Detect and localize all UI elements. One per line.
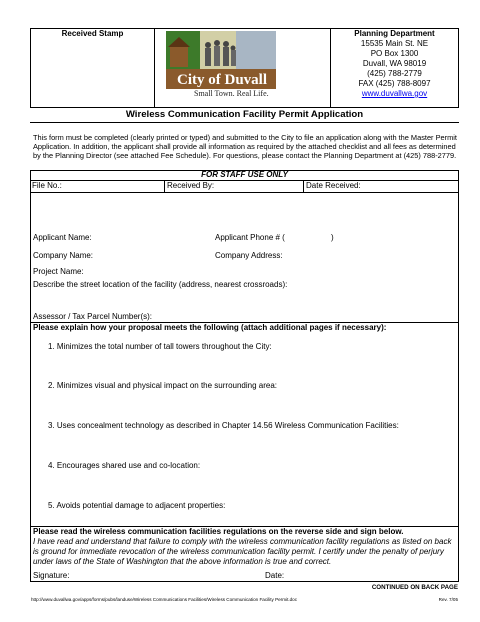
explain-item[interactable]: 1. Minimizes the total number of tall towers throughout the City: xyxy=(48,342,272,351)
date-field[interactable]: Date: xyxy=(265,571,285,580)
form-title: Wireless Communication Facility Permit Application xyxy=(125,109,364,120)
dept-address-line: PO Box 1300 xyxy=(370,49,419,58)
file-no-field[interactable]: File No.: xyxy=(32,181,62,190)
logo-text: City of Duvall xyxy=(177,72,267,88)
explain-item[interactable]: 2. Minimizes visual and physical impact on the surrounding area: xyxy=(48,381,278,390)
received-by-field[interactable]: Received By: xyxy=(167,181,215,190)
applicant-phone-field[interactable]: Applicant Phone # ( xyxy=(215,233,285,242)
website-link[interactable]: www.duvallwa.gov xyxy=(361,89,428,98)
signature-field[interactable]: Signature: xyxy=(33,571,70,580)
explain-item[interactable]: 5. Avoids potential damage to adjacent properties: xyxy=(48,501,226,510)
dept-address-line: 15535 Main St. NE xyxy=(360,39,429,48)
explain-item[interactable]: 3. Uses concealment technology as described in Chapter 14.56 Wireless Communication Facilities: xyxy=(48,421,399,430)
dept-contact xyxy=(331,29,458,99)
dept-address-line: Duvall, WA 98019 xyxy=(362,59,427,68)
form-box xyxy=(30,170,459,582)
sign-heading: Please read the wireless communication facilities regulations on the reverse side and sign below. xyxy=(33,527,404,536)
staff-use-heading: FOR STAFF USE ONLY xyxy=(201,170,288,179)
company-name-field[interactable]: Company Name: xyxy=(33,251,94,260)
phone-close-paren: ) xyxy=(331,233,334,242)
continued-note: CONTINUED ON BACK PAGE xyxy=(371,584,458,591)
dept-phone: (425) 788-2779 xyxy=(367,69,422,78)
project-name-field[interactable]: Project Name: xyxy=(33,267,84,276)
tagline: Small Town. Real Life. xyxy=(194,89,269,98)
certification-statement: I have read and understand that failure to comply with the wireless communication facility regulations as listed on back is ground for immediate revocation of the wireless communication facility permit. I certify under the penalty of perjury under laws of the State of Washington that the above information is true and correct. xyxy=(33,537,452,566)
file-path: http://www.duvallwa.gov/apps/forms/pubs/landuse/Wireless Communications Facilities/Wireless Communication Facility Permit.doc xyxy=(31,597,298,602)
revision-date: Rev. 7/05 xyxy=(438,597,458,602)
intro-text: This form must be completed (clearly printed or typed) and submitted to the City to file an application along with the Master Permit Application. In addition, the applicant shall provide all information as required by the attached checklist and all fees as determined by the Planning Director (see attached Fee Schedule). For questions, please contact the Planning Department at (425) 788-2779. xyxy=(33,133,457,160)
explain-heading: Please explain how your proposal meets the following (attach additional pages if necessary): xyxy=(33,323,387,332)
applicant-name-field[interactable]: Applicant Name: xyxy=(33,233,92,242)
explain-item[interactable]: 4. Encourages shared use and co-location: xyxy=(48,461,201,470)
parcel-number-field[interactable]: Assessor / Tax Parcel Number(s): xyxy=(33,312,152,321)
city-logo xyxy=(166,31,276,101)
received-stamp-label: Received Stamp xyxy=(61,29,124,38)
dept-name: Planning Department xyxy=(354,29,435,38)
dept-fax: FAX (425) 788-8097 xyxy=(358,79,431,88)
street-location-field[interactable]: Describe the street location of the facility (address, nearest crossroads): xyxy=(33,280,288,289)
date-received-field[interactable]: Date Received: xyxy=(306,181,361,190)
company-address-field[interactable]: Company Address: xyxy=(215,251,283,260)
